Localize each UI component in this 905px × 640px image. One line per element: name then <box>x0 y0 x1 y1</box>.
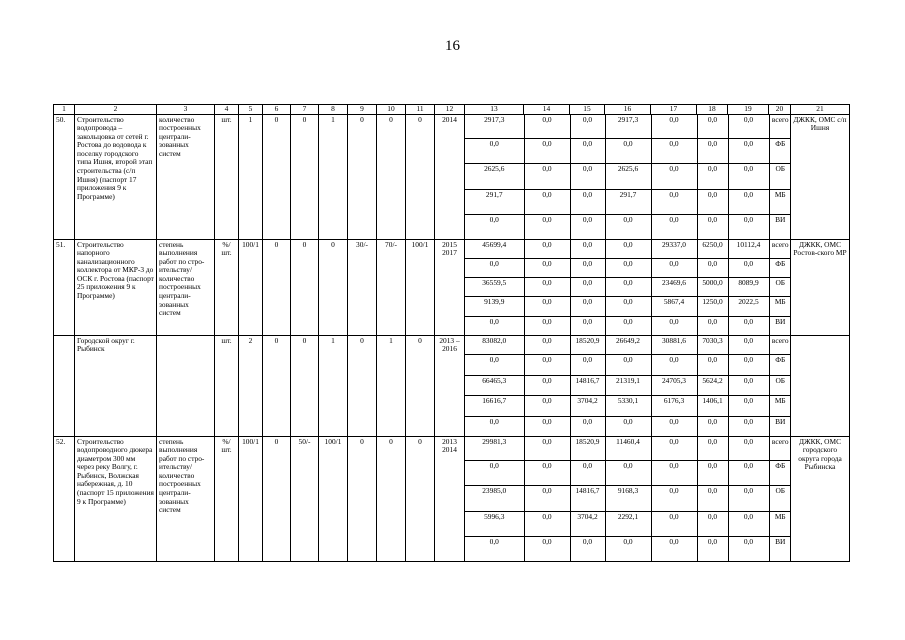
financing-value: 0,0 <box>728 375 769 395</box>
funding-source: ОБ <box>769 375 791 395</box>
financing-value: 0,0 <box>570 240 605 258</box>
value-col11: 0 <box>406 436 435 561</box>
financing-value: 0,0 <box>728 486 769 511</box>
financing-value: 45699,4 <box>465 240 524 258</box>
financing-value: 1406,1 <box>697 396 728 416</box>
financing-value: 0,0 <box>728 189 769 214</box>
financing-value: 0,0 <box>651 416 697 435</box>
financing-value: 24705,3 <box>651 375 697 395</box>
subtotal-name: Городской округ г. Рыбинск <box>75 335 157 436</box>
financing-line <box>465 375 791 395</box>
column-number: 17 <box>651 105 697 115</box>
financing-value: 0,0 <box>651 214 697 238</box>
column-number: 15 <box>570 105 605 115</box>
financing-value: 0,0 <box>697 164 728 189</box>
unit: %/ шт. <box>215 239 239 335</box>
subtotal-row <box>54 335 850 436</box>
financing-table <box>465 437 791 561</box>
financing-value: 0,0 <box>697 486 728 511</box>
financing-value: 1250,0 <box>697 297 728 316</box>
financing-value: 21319,1 <box>605 375 651 395</box>
financing-value: 8089,9 <box>728 277 769 296</box>
financing-table <box>465 240 791 335</box>
financing-value: 0,0 <box>605 416 651 435</box>
financing-value: 0,0 <box>570 115 605 139</box>
unit: шт. <box>215 114 239 239</box>
financing-line <box>465 258 791 277</box>
financing-value: 0,0 <box>570 416 605 435</box>
financing-value: 83082,0 <box>465 336 524 355</box>
value-col11: 100/1 <box>406 239 435 335</box>
financing-value: 0,0 <box>697 139 728 164</box>
financing-value: 0,0 <box>524 297 570 316</box>
page-number: 16 <box>445 38 460 54</box>
value-col7: 0 <box>291 335 319 436</box>
column-number: 21 <box>791 105 850 115</box>
funding-source: всего <box>769 115 791 139</box>
financing-value: 0,0 <box>651 355 697 375</box>
financing-value: 0,0 <box>728 416 769 435</box>
column-number: 1 <box>54 105 75 115</box>
value-col10: 0 <box>377 114 406 239</box>
value-col9: 0 <box>348 114 377 239</box>
financing-line <box>465 214 791 238</box>
financing-line <box>465 416 791 435</box>
financing-value: 0,0 <box>728 164 769 189</box>
financing-value: 0,0 <box>651 437 697 461</box>
column-number: 6 <box>263 105 291 115</box>
value-col5: 100/1 <box>239 436 263 561</box>
value-col11: 0 <box>406 114 435 239</box>
financing-line <box>465 297 791 316</box>
financing-value: 5000,0 <box>697 277 728 296</box>
financing-value: 0,0 <box>651 164 697 189</box>
financing-value: 0,0 <box>728 437 769 461</box>
financing-value: 291,7 <box>465 189 524 214</box>
funding-source: ВИ <box>775 316 786 326</box>
financing-value: 29337,0 <box>651 240 697 258</box>
column-number: 16 <box>605 105 651 115</box>
financing-value: 0,0 <box>728 316 769 334</box>
financing-value: 0,0 <box>465 258 524 277</box>
financing-value: 0,0 <box>651 115 697 139</box>
financing-table <box>465 115 791 239</box>
financing-value: 0,0 <box>605 240 651 258</box>
financing-value: 0,0 <box>524 486 570 511</box>
financing-value: 5330,1 <box>605 396 651 416</box>
financing-value: 0,0 <box>524 240 570 258</box>
financing-value: 2022,5 <box>728 297 769 316</box>
value-col6: 0 <box>263 239 291 335</box>
financing-value: 291,7 <box>605 189 651 214</box>
column-number: 8 <box>319 105 348 115</box>
table-row-51 <box>54 239 850 335</box>
value-col5: 100/1 <box>239 239 263 335</box>
financing-value: 0,0 <box>570 461 605 486</box>
funding-source: ОБ <box>769 277 791 296</box>
funding-source: ФБ <box>769 139 791 164</box>
financing-line <box>465 355 791 375</box>
financing-value: 0,0 <box>697 214 728 238</box>
unit: шт. <box>215 335 239 436</box>
financing-value: 0,0 <box>605 355 651 375</box>
funding-source: ФБ <box>769 355 791 375</box>
indicator-name: количество построенных централи-зованных систем <box>157 114 215 239</box>
financing-value: 0,0 <box>570 355 605 375</box>
financing-value: 0,0 <box>465 316 524 334</box>
financing-value: 0,0 <box>697 316 728 334</box>
financing-value: 0,0 <box>524 189 570 214</box>
financing-value: 0,0 <box>465 461 524 486</box>
financing-value: 18520,9 <box>570 336 605 355</box>
financing-value: 0,0 <box>605 316 651 334</box>
financing-value: 14816,7 <box>570 486 605 511</box>
value-col6: 0 <box>263 436 291 561</box>
financing-value: 0,0 <box>570 536 605 560</box>
financing-value: 0,0 <box>697 189 728 214</box>
financing-value: 11460,4 <box>605 437 651 461</box>
financing-line <box>465 511 791 536</box>
financing-value: 0,0 <box>651 536 697 560</box>
financing-value: 26649,2 <box>605 336 651 355</box>
executor: ДЖКК, ОМС городского округа города Рыбинска <box>791 436 850 561</box>
financing-value: 0,0 <box>728 355 769 375</box>
value-col8: 100/1 <box>319 436 348 561</box>
financing-value: 0,0 <box>697 461 728 486</box>
column-number: 4 <box>215 105 239 115</box>
financing-value: 0,0 <box>465 214 524 238</box>
column-number: 13 <box>465 105 524 115</box>
value-col8: 1 <box>319 335 348 436</box>
financing-value: 3704,2 <box>570 511 605 536</box>
row-number: 51. <box>54 239 75 335</box>
value-col9: 30/- <box>348 239 377 335</box>
financing-line <box>465 536 791 560</box>
financing-value: 0,0 <box>570 316 605 334</box>
funding-source: ОБ <box>769 164 791 189</box>
financing-value: 0,0 <box>524 164 570 189</box>
financing-value: 2625,6 <box>465 164 524 189</box>
column-number: 5 <box>239 105 263 115</box>
period-year: 2013 – 2016 <box>435 335 465 436</box>
financing-value: 0,0 <box>651 139 697 164</box>
financing-value: 0,0 <box>605 536 651 560</box>
measure-name: Строительство водопроводного дюкера диаметром 300 мм через реку Волгу, г. Рыбинск, Волжская набережная, д. 10 (паспорт 15 приложения 9 к Программе) <box>75 436 157 561</box>
financing-value: 0,0 <box>728 139 769 164</box>
financing-value: 0,0 <box>465 139 524 164</box>
financing-value: 0,0 <box>605 277 651 296</box>
column-number: 18 <box>697 105 728 115</box>
financing-value: 29981,3 <box>465 437 524 461</box>
financing-line <box>465 461 791 486</box>
financing-value: 0,0 <box>605 258 651 277</box>
financing-value: 0,0 <box>651 486 697 511</box>
financing-value: 0,0 <box>651 258 697 277</box>
financing-line <box>465 277 791 296</box>
financing-value: 0,0 <box>728 115 769 139</box>
financing-block <box>465 239 791 335</box>
column-number: 9 <box>348 105 377 115</box>
financing-value: 0,0 <box>524 214 570 238</box>
value-col11: 0 <box>406 335 435 436</box>
financing-value: 30881,6 <box>651 336 697 355</box>
financing-value: 0,0 <box>524 139 570 164</box>
executor-empty <box>791 335 850 436</box>
financing-value: 0,0 <box>524 115 570 139</box>
financing-value: 0,0 <box>697 258 728 277</box>
financing-value: 0,0 <box>524 461 570 486</box>
funding-source: ОБ <box>769 486 791 511</box>
financing-value: 6176,3 <box>651 396 697 416</box>
financing-value: 3704,2 <box>570 396 605 416</box>
financing-value: 0,0 <box>524 355 570 375</box>
financing-value: 0,0 <box>605 461 651 486</box>
table-row-52 <box>54 436 850 561</box>
financing-value: 23985,0 <box>465 486 524 511</box>
financing-line <box>465 164 791 189</box>
measure-name: Строительство напорного канализационного коллектора от МКР-3 до ОСК г. Ростова (паспорт 25 приложения 9 к Программе) <box>75 239 157 335</box>
financing-value: 2917,3 <box>605 115 651 139</box>
value-col6: 0 <box>263 335 291 436</box>
value-col7: 0 <box>291 239 319 335</box>
column-number: 10 <box>377 105 406 115</box>
row-number: 52. <box>54 436 75 561</box>
value-col9: 0 <box>348 335 377 436</box>
financing-block <box>465 335 791 436</box>
financing-value: 0,0 <box>651 316 697 334</box>
financing-value: 2625,6 <box>605 164 651 189</box>
value-col8: 0 <box>319 239 348 335</box>
value-col6: 0 <box>263 114 291 239</box>
unit: %/ шт. <box>215 436 239 561</box>
value-col7: 0 <box>291 114 319 239</box>
financing-value: 0,0 <box>728 511 769 536</box>
column-number: 12 <box>435 105 465 115</box>
financing-value: 0,0 <box>524 536 570 560</box>
financing-line <box>465 486 791 511</box>
financing-value: 0,0 <box>697 416 728 435</box>
financing-value: 0,0 <box>524 396 570 416</box>
financing-value: 0,0 <box>728 336 769 355</box>
funding-source: ФБ <box>769 258 791 277</box>
program-table <box>53 104 850 562</box>
column-number-row <box>54 105 850 115</box>
column-number: 14 <box>524 105 570 115</box>
financing-block <box>465 436 791 561</box>
value-col9: 0 <box>348 436 377 561</box>
financing-value: 0,0 <box>697 355 728 375</box>
financing-value: 0,0 <box>728 461 769 486</box>
financing-value: 18520,9 <box>570 437 605 461</box>
financing-value: 36559,5 <box>465 277 524 296</box>
funding-source: МБ <box>769 189 791 214</box>
indicator-name: степень выполнения работ по стро-ительству/ количество построенных централи-зованных систем <box>157 239 215 335</box>
financing-value: 0,0 <box>697 511 728 536</box>
financing-value: 6250,0 <box>697 240 728 258</box>
financing-value: 0,0 <box>605 297 651 316</box>
funding-source: МБ <box>769 511 791 536</box>
financing-line <box>465 139 791 164</box>
financing-value: 0,0 <box>465 416 524 435</box>
financing-line <box>465 336 791 355</box>
value-col5: 1 <box>239 114 263 239</box>
funding-source: всего <box>769 240 791 258</box>
financing-value: 0,0 <box>697 437 728 461</box>
financing-value: 0,0 <box>651 189 697 214</box>
financing-value: 0,0 <box>570 214 605 238</box>
financing-value: 0,0 <box>728 258 769 277</box>
financing-value: 66465,3 <box>465 375 524 395</box>
financing-block <box>465 114 791 239</box>
financing-value: 0,0 <box>570 277 605 296</box>
value-col10: 1 <box>377 335 406 436</box>
period-year: 2014 <box>435 114 465 239</box>
financing-value: 0,0 <box>524 375 570 395</box>
financing-value: 14816,7 <box>570 375 605 395</box>
column-number: 19 <box>728 105 769 115</box>
financing-line <box>465 396 791 416</box>
indicator-empty <box>157 335 215 436</box>
financing-value: 0,0 <box>570 164 605 189</box>
financing-value: 0,0 <box>524 277 570 296</box>
financing-value: 0,0 <box>570 139 605 164</box>
financing-value: 9139,9 <box>465 297 524 316</box>
column-number: 11 <box>406 105 435 115</box>
financing-value: 0,0 <box>465 536 524 560</box>
financing-value: 0,0 <box>524 336 570 355</box>
column-number: 20 <box>769 105 791 115</box>
financing-value: 9168,3 <box>605 486 651 511</box>
financing-value: 0,0 <box>728 536 769 560</box>
value-col10: 70/- <box>377 239 406 335</box>
financing-value: 7030,3 <box>697 336 728 355</box>
financing-value: 5867,4 <box>651 297 697 316</box>
financing-table <box>465 336 791 436</box>
financing-value: 0,0 <box>651 511 697 536</box>
column-number: 7 <box>291 105 319 115</box>
financing-value: 5624,2 <box>697 375 728 395</box>
executor: ДЖКК, ОМС Ростов-ского МР <box>791 239 850 335</box>
funding-source: МБ <box>769 396 791 416</box>
financing-value: 2292,1 <box>605 511 651 536</box>
funding-source: ФБ <box>769 461 791 486</box>
period-year: 2015 2017 <box>435 239 465 335</box>
funding-source: ВИ <box>775 416 786 426</box>
value-col8: 1 <box>319 114 348 239</box>
row-number: 50. <box>54 114 75 239</box>
financing-value: 0,0 <box>465 355 524 375</box>
funding-source: МБ <box>769 297 791 316</box>
financing-line <box>465 240 791 258</box>
row-number-empty <box>54 335 75 436</box>
financing-value: 0,0 <box>524 316 570 334</box>
period-year: 2013 2014 <box>435 436 465 561</box>
financing-value: 0,0 <box>605 139 651 164</box>
financing-value: 0,0 <box>524 511 570 536</box>
financing-value: 0,0 <box>728 214 769 238</box>
financing-line <box>465 437 791 461</box>
financing-value: 5996,3 <box>465 511 524 536</box>
financing-value: 0,0 <box>651 461 697 486</box>
financing-value: 0,0 <box>570 189 605 214</box>
indicator-name: степень выполнения работ по стро-ительству/ количество построенных централи-зованных систем <box>157 436 215 561</box>
financing-line <box>465 189 791 214</box>
financing-value: 0,0 <box>524 437 570 461</box>
financing-value: 0,0 <box>524 416 570 435</box>
financing-line <box>465 115 791 139</box>
funding-source: ВИ <box>775 536 786 546</box>
value-col5: 2 <box>239 335 263 436</box>
financing-value: 0,0 <box>570 258 605 277</box>
value-col10: 0 <box>377 436 406 561</box>
funding-source: всего <box>769 336 791 355</box>
financing-value: 0,0 <box>524 258 570 277</box>
measure-name: Строительство водопровода – закольцовка от сетей г. Ростова до водовода к поселку городского типа Ишня, второй этап строительства (с/п Ишня) (паспорт 17 приложения 9 к Программе) <box>75 114 157 239</box>
financing-value: 16616,7 <box>465 396 524 416</box>
financing-value: 10112,4 <box>728 240 769 258</box>
financing-value: 23469,6 <box>651 277 697 296</box>
funding-source: ВИ <box>775 214 786 224</box>
financing-value: 0,0 <box>605 214 651 238</box>
financing-line <box>465 316 791 334</box>
funding-source: всего <box>769 437 791 461</box>
financing-value: 0,0 <box>697 536 728 560</box>
column-number: 2 <box>75 105 157 115</box>
financing-value: 0,0 <box>697 115 728 139</box>
financing-value: 0,0 <box>728 396 769 416</box>
executor: ДЖКК, ОМС с/п Ишня <box>791 114 850 239</box>
value-col7: 50/- <box>291 436 319 561</box>
financing-value: 2917,3 <box>465 115 524 139</box>
financing-value: 0,0 <box>570 297 605 316</box>
column-number: 3 <box>157 105 215 115</box>
table-row-50 <box>54 114 850 239</box>
